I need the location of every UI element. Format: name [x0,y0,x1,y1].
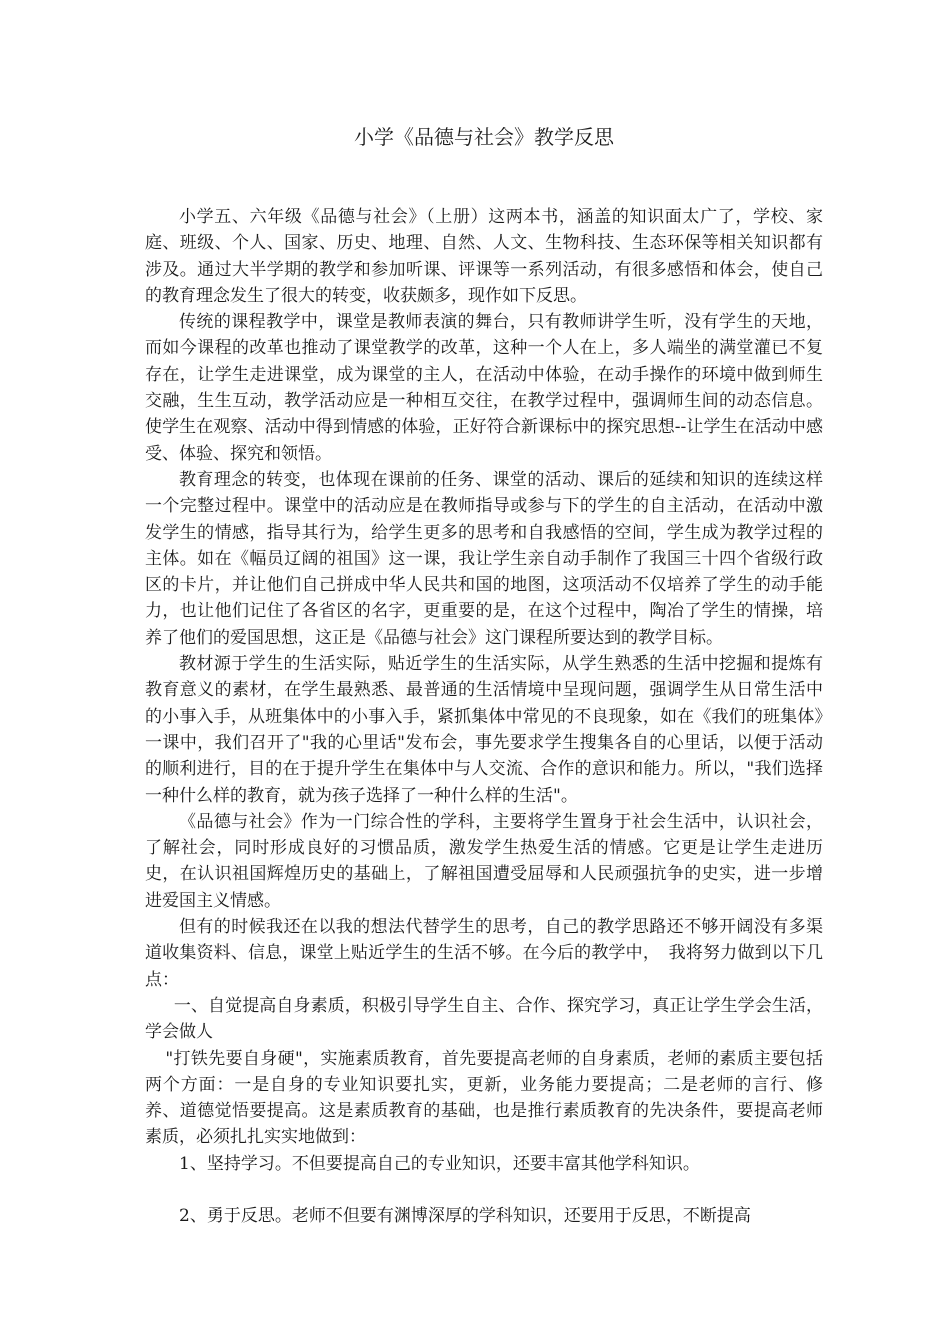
document-page [145,122,823,1229]
paragraph-item-reflect: 2、勇于反思。老师不但要有渊博深厚的学科知识，还要用于反思，不断提高 [179,1205,751,1226]
paragraph-self-quality: "打铁先要自身硬"，实施素质教育，首先要提高老师的自身素质，老师的素质主要包括两个方面：一是自身的专业知识要扎实，更新，业务能力要提高；二是老师的言行、修养、道德觉悟要提高。这是素质教育的基础，也是推行素质教育的先决条件，要提高老师素质，必须扎扎实实地做到： [145,1048,823,1148]
paragraph-item-study: 1、坚持学习。不但要提高自己的专业知识，还要丰富其他学科知识。 [179,1153,700,1174]
paragraph-textbook-source: 教材源于学生的生活实际，贴近学生的生活实际，从学生熟悉的生活中挖掘和提炼有教育意义的素材，在学生最熟悉、最普通的生活情境中呈现问题，强调学生从日常生活中的小事入手，从班集体中的小事入手，紧抓集体中常见的不良现象，如在《我们的班集体》一课中，我们召开了"我的心里话"发布会，事先要求学生搜集各自的心里话，以便于活动的顺利进行，目的在于提升学生在集体中与人交流、合作的意识和能力。所以，"我们选择一种什么样的教育，就为孩子选择了一种什么样的生活"。 [145,654,823,806]
paragraph-shortcomings: 但有的时候我还在以我的想法代替学生的思考，自己的教学思路还不够开阔没有多渠道收集资料、信息，课堂上贴近学生的生活不够。在今后的教学中， 我将努力做到以下几点： [145,917,823,990]
paragraph-gap [145,1177,823,1203]
paragraph-intro: 小学五、六年级《品德与社会》（上册）这两本书，涵盖的知识面太广了，学校、家庭、班级、个人、国家、历史、地理、自然、人文、生物科技、生态环保等相关知识都有涉及。通过大半学期的教学和参加听课、评课等一系列活动，有很多感悟和体会，使自己的教育理念发生了很大的转变，收获颇多，现作如下反思。 [145,207,823,306]
document-title: 小学《品德与社会》教学反思 [354,125,614,149]
paragraph-point-one: 一、自觉提高自身素质，积极引导学生自主、合作、探究学习，真正让学生学会生活，学会做人 [145,995,823,1043]
paragraph-traditional-teaching: 传统的课程教学中，课堂是教师表演的舞台，只有教师讲学生听，没有学生的天地，而如今课程的改革也推动了课堂教学的改革，这种一个人在上，多人端坐的满堂灌已不复存在，让学生走进课堂，成为课堂的主人，在活动中体验，在动手操作的环境中做到师生交融，生生互动，教学活动应是一种相互交往，在教学过程中，强调师生间的动态信息。使学生在观察、活动中得到情感的体验，正好符合新课标中的探究思想--让学生在活动中感受、体验、探究和领悟。 [145,312,823,464]
paragraph-comprehensive-subject: 《品德与社会》作为一门综合性的学科，主要将学生置身于社会生活中，认识社会，了解社会，同时形成良好的习惯品质，激发学生热爱生活的情感。它更是让学生走进历史，在认识祖国辉煌历史的基础上，了解祖国遭受屈辱和人民顽强抗争的史实，进一步增进爱国主义情感。 [145,811,823,911]
paragraph-concept-change: 教育理念的转变，也体现在课前的任务、课堂的活动、课后的延续和知识的连续这样一个完整过程中。课堂中的活动应是在教师指导或参与下的学生的自主活动，在活动中激发学生的情感，指导其行为，给学生更多的思考和自我感悟的空间，学生成为教学过程的主体。如在《幅员辽阔的祖国》这一课，我让学生亲自动手制作了我国三十四个省级行政区的卡片，并让他们自己拼成中华人民共和国的地图，这项活动不仅培养了学生的动手能力，也让他们记住了各省区的名字，更重要的是，在这个过程中，陶冶了学生的情操，培养了他们的爱国思想，这正是《品德与社会》这门课程所要达到的教学目标。 [145,469,823,648]
